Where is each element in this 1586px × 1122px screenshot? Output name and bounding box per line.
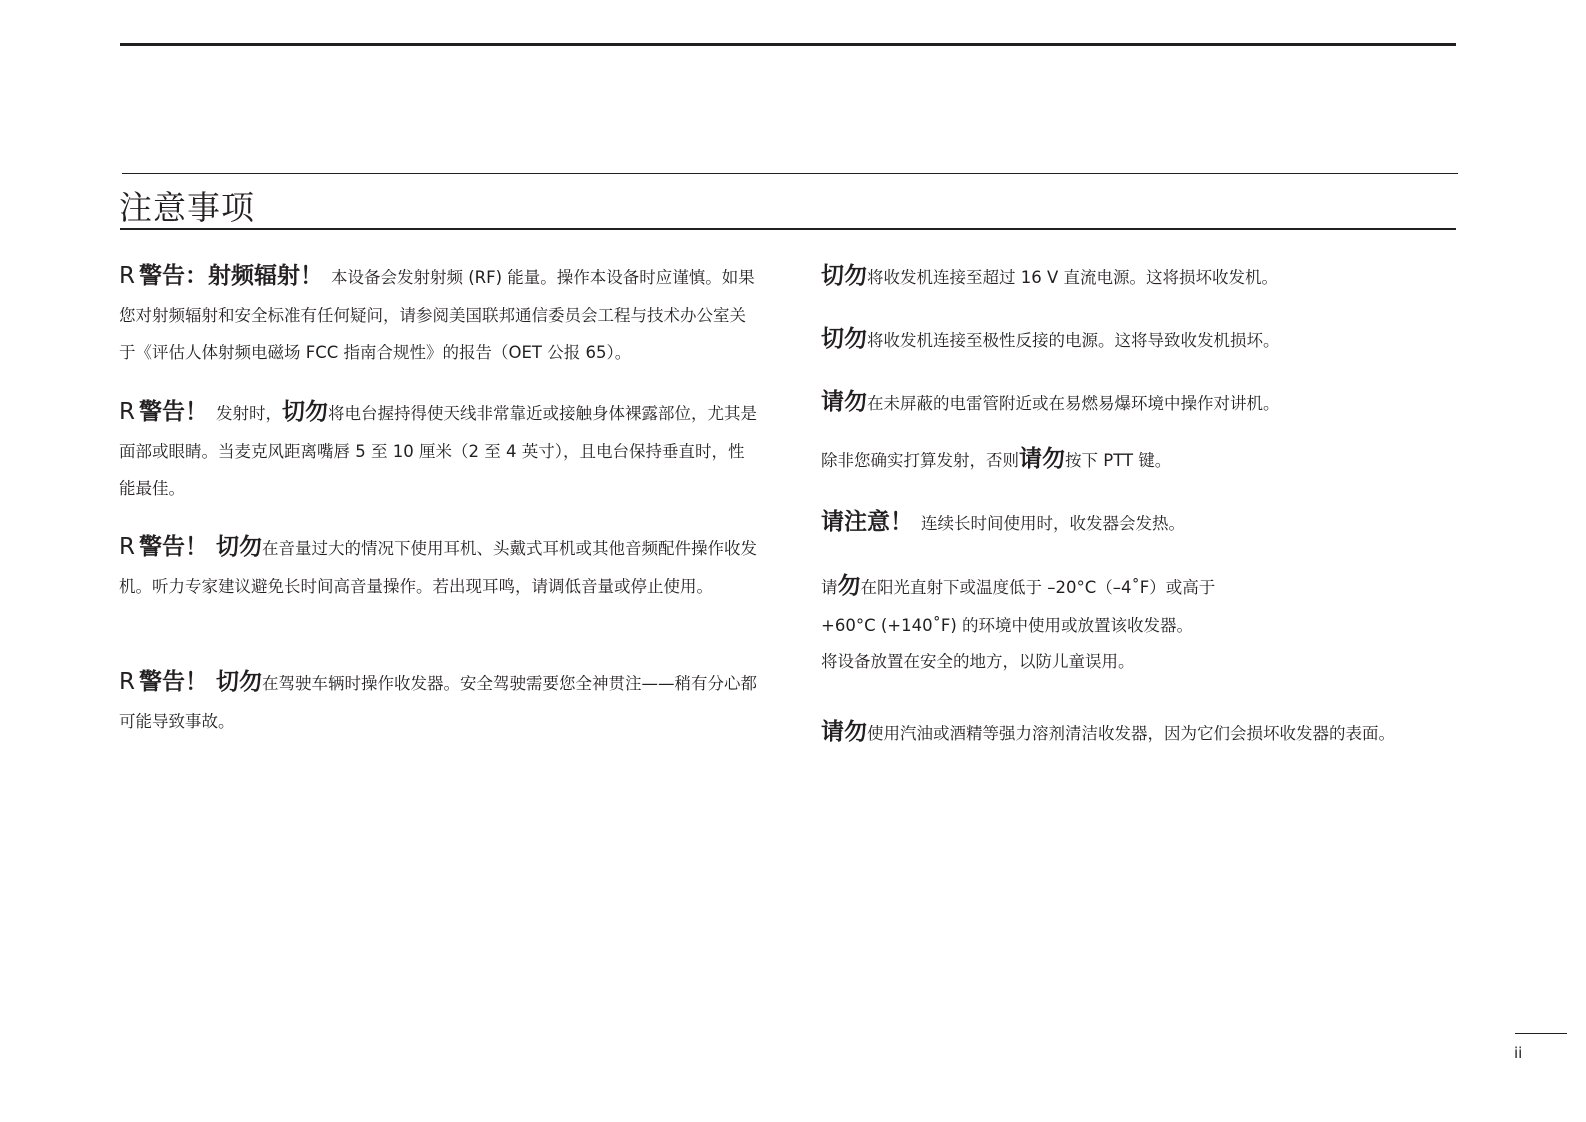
warning-emphasis: 切勿: [215, 669, 262, 695]
caution-polarity: [821, 321, 1280, 359]
warning-label: 警告！: [138, 399, 208, 425]
caution-ptt: [821, 441, 1171, 479]
caution-label: 切勿: [821, 326, 867, 352]
caution-solvents: [821, 714, 1395, 752]
caution-text-lead: 除非您确实打算发射，否则: [821, 451, 1019, 470]
caution-label: 请勿: [821, 719, 867, 745]
warning-rf-exposure: [119, 258, 757, 372]
caution-label: 请勿: [1019, 446, 1065, 472]
warning-text: 将电台握持得使天线非常靠近或接触身体裸露部位，尤其是面部或眼睛。当麦克风距离嘴唇 5 至 10 厘米（2 至 4 英寸），且电台保持垂直时，性能最佳。: [119, 404, 757, 498]
warning-mark: R: [119, 669, 135, 695]
warning-mark: R: [119, 534, 135, 560]
page-number-rule: [1515, 1033, 1567, 1034]
caution-text: 将收发机连接至极性反接的电源。这将导致收发机损坏。: [867, 331, 1280, 350]
caution-text: 将收发机连接至超过 16 V 直流电源。这将损坏收发机。: [867, 268, 1279, 287]
warning-label: 警告！: [138, 534, 208, 560]
warning-text-lead: 发射时，: [215, 404, 282, 423]
caution-text: 按下 PTT 键。: [1065, 451, 1172, 470]
caution-overvoltage: [821, 258, 1278, 296]
caution-temperature: [821, 568, 1215, 606]
warning-volume: [119, 529, 757, 605]
warning-mark: R: [119, 263, 135, 289]
caution-temperature-line2: +60°C (+140˚F) 的环境中使用或放置该收发器。: [821, 616, 1194, 635]
caution-heat: [821, 504, 1185, 542]
title-rule-bottom: [120, 228, 1456, 230]
caution-text: 在未屏蔽的电雷管附近或在易燃易爆环境中操作对讲机。: [867, 394, 1280, 413]
warning-label: 警告：射频辐射！: [138, 263, 323, 289]
caution-label: 请注意！: [821, 509, 913, 535]
caution-text: 在阳光直射下或温度低于 –20°C（–4˚F）或高于: [860, 578, 1216, 597]
warning-emphasis: 切勿: [281, 399, 328, 425]
caution-label: 勿: [837, 573, 861, 599]
caution-text: 使用汽油或酒精等强力溶剂清洁收发器，因为它们会损坏收发器的表面。: [867, 724, 1395, 743]
warning-text: 本设备会发射射频 (RF) 能量。操作本设备时应谨慎。如果您对射频辐射和安全标准有任何疑问，请参阅美国联邦通信委员会工程与技术办公室关于《评估人体射频电磁场 FCC 指南合规性》的报告（OET 公报 65）。: [119, 268, 755, 362]
caution-explosive: [821, 384, 1280, 422]
caution-text-lead: 请: [821, 578, 838, 597]
caution-text: 连续长时间使用时，收发器会发热。: [921, 514, 1185, 533]
warning-text: 在驾驶车辆时操作收发器。安全驾驶需要您全神贯注——稍有分心都可能导致事故。: [119, 674, 757, 731]
warning-driving: [119, 664, 757, 740]
caution-label: 切勿: [821, 263, 867, 289]
caution-children: 将设备放置在安全的地方，以防儿童误用。: [821, 652, 1135, 671]
warning-antenna: [119, 394, 757, 508]
page-number: ii: [1514, 1044, 1523, 1062]
page-title: 注意事项: [119, 188, 255, 227]
title-rule-top: [122, 173, 1458, 174]
warning-text: 在音量过大的情况下使用耳机、头戴式耳机或其他音频配件操作收发机。听力专家建议避免长时间高音量操作。若出现耳鸣，请调低音量或停止使用。: [119, 539, 757, 596]
caution-label: 请勿: [821, 389, 867, 415]
warning-mark: R: [119, 399, 135, 425]
top-rule: [120, 43, 1456, 46]
warning-emphasis: 切勿: [215, 534, 262, 560]
warning-label: 警告！: [138, 669, 208, 695]
